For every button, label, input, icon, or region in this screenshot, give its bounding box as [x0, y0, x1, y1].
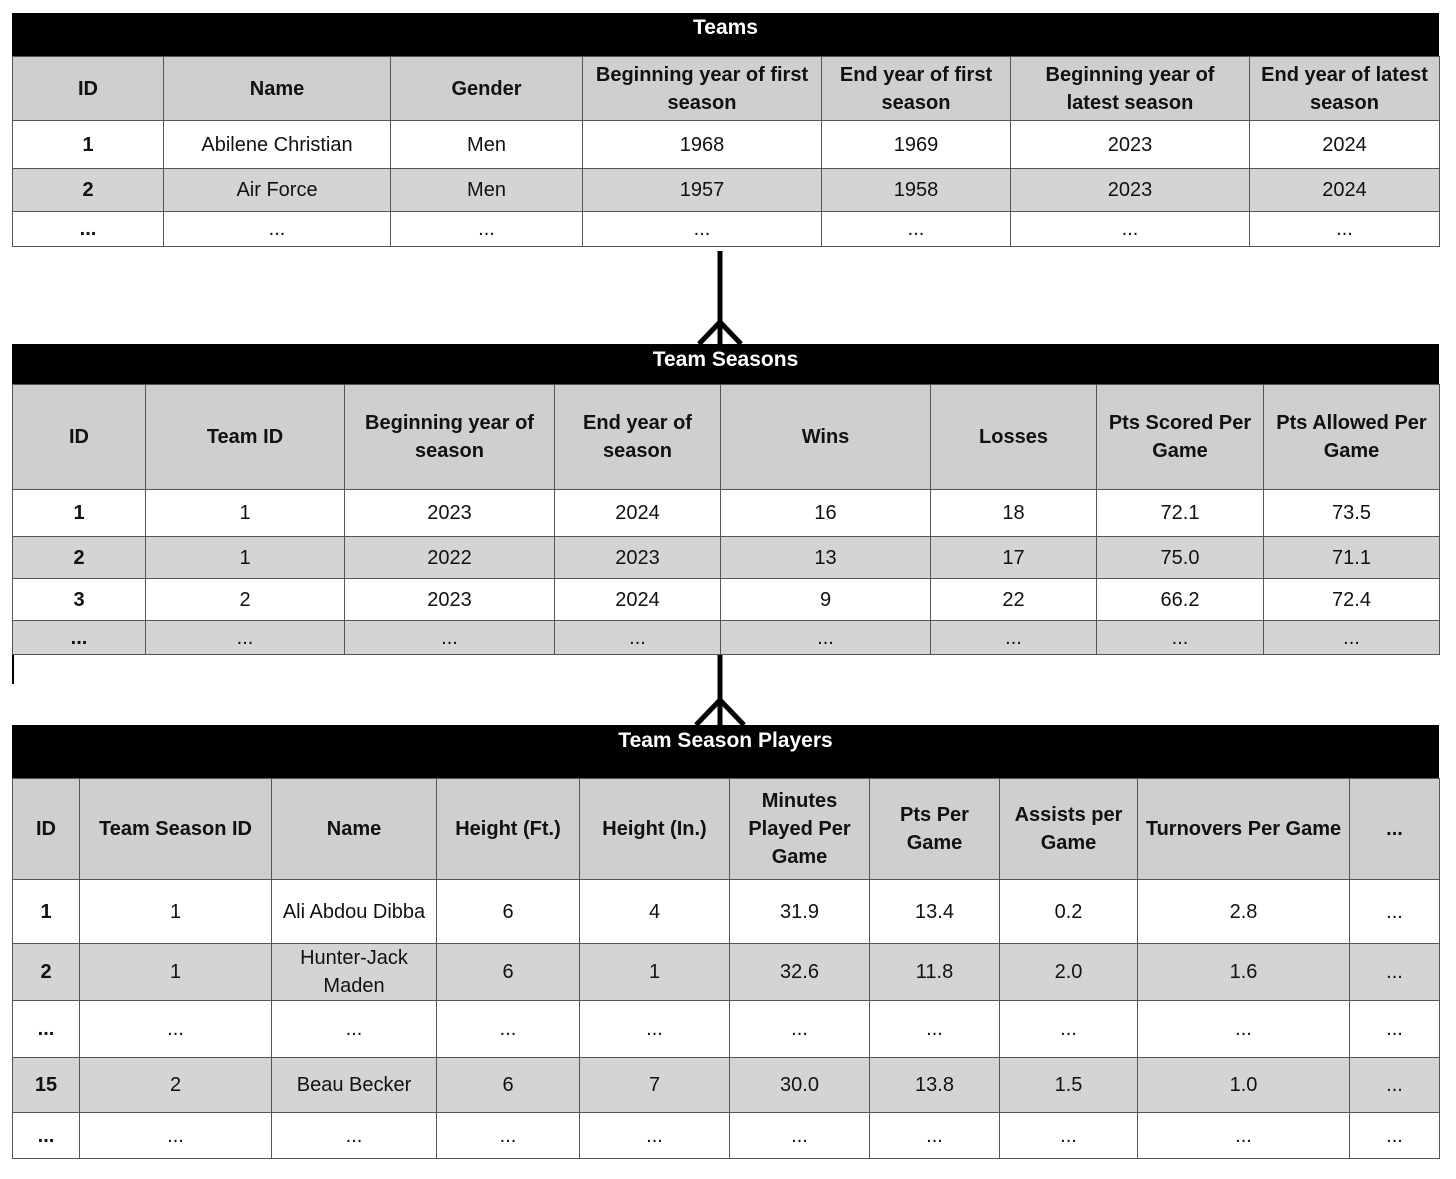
table-cell: ... — [345, 621, 555, 655]
table-cell: ... — [583, 212, 822, 247]
table-cell: Ali Abdou Dibba — [272, 880, 437, 944]
table-row — [13, 121, 1440, 169]
column-header: Name — [164, 57, 391, 121]
row-id-cell: ... — [13, 1113, 80, 1159]
table-cell: 32.6 — [730, 944, 870, 1001]
column-header: Height (In.) — [580, 779, 730, 880]
teams-grid — [12, 56, 1440, 247]
table-cell: ... — [1000, 1001, 1138, 1058]
table-cell: 1 — [146, 537, 345, 579]
row-id-cell: 15 — [13, 1058, 80, 1113]
table-cell: ... — [1350, 1058, 1440, 1113]
table-cell: 1.6 — [1138, 944, 1350, 1001]
table-cell: 2.0 — [1000, 944, 1138, 1001]
column-header: Beginning year of first season — [583, 57, 822, 121]
table-cell: 2.8 — [1138, 880, 1350, 944]
column-header: Wins — [721, 385, 931, 490]
table-cell: 2024 — [1250, 121, 1440, 169]
table-cell: ... — [1350, 1001, 1440, 1058]
table-row — [13, 880, 1440, 944]
table-row — [13, 212, 1440, 247]
table-cell: ... — [931, 621, 1097, 655]
table-row — [13, 169, 1440, 212]
table-cell: 2023 — [1011, 121, 1250, 169]
column-header: Minutes Played Per Game — [730, 779, 870, 880]
table-cell: 6 — [437, 1058, 580, 1113]
table-cell: ... — [580, 1113, 730, 1159]
team-season-players-table-title: Team Season Players — [12, 725, 1439, 778]
table-cell: 22 — [931, 579, 1097, 621]
table-cell: 73.5 — [1264, 490, 1440, 537]
table-cell: ... — [272, 1001, 437, 1058]
row-id-cell: 2 — [13, 537, 146, 579]
table-cell: ... — [870, 1001, 1000, 1058]
table-cell: 11.8 — [870, 944, 1000, 1001]
column-header: ID — [13, 779, 80, 880]
table-cell: ... — [721, 621, 931, 655]
table-cell: 17 — [931, 537, 1097, 579]
table-row — [13, 537, 1440, 579]
column-header: Pts Allowed Per Game — [1264, 385, 1440, 490]
table-cell: 2 — [80, 1058, 272, 1113]
row-id-cell: 1 — [13, 490, 146, 537]
table-cell: 2 — [146, 579, 345, 621]
row-id-cell: ... — [13, 1001, 80, 1058]
table-cell: 1969 — [822, 121, 1011, 169]
table-cell: Beau Becker — [272, 1058, 437, 1113]
table-cell: 2024 — [555, 579, 721, 621]
row-id-cell: 1 — [13, 121, 164, 169]
table-cell: 30.0 — [730, 1058, 870, 1113]
table-cell: ... — [1350, 1113, 1440, 1159]
table-cell: 6 — [437, 880, 580, 944]
column-header: Pts Scored Per Game — [1097, 385, 1264, 490]
table-row — [13, 490, 1440, 537]
table-cell: Men — [391, 169, 583, 212]
table-cell: 13 — [721, 537, 931, 579]
column-header: Beginning year of season — [345, 385, 555, 490]
table-cell: 0.2 — [1000, 880, 1138, 944]
table-cell: 31.9 — [730, 880, 870, 944]
table-cell: 1968 — [583, 121, 822, 169]
column-header: ... — [1350, 779, 1440, 880]
row-id-cell: 2 — [13, 169, 164, 212]
table-cell: ... — [870, 1113, 1000, 1159]
table-cell: 2023 — [345, 490, 555, 537]
table-cell: ... — [730, 1113, 870, 1159]
column-header: ID — [13, 385, 146, 490]
table-cell: ... — [1138, 1113, 1350, 1159]
table-row — [13, 1113, 1440, 1159]
table-cell: 1.0 — [1138, 1058, 1350, 1113]
table-cell: 1958 — [822, 169, 1011, 212]
table-cell: 72.1 — [1097, 490, 1264, 537]
table-cell: Men — [391, 121, 583, 169]
column-header: Gender — [391, 57, 583, 121]
table-cell: ... — [730, 1001, 870, 1058]
table-cell: 75.0 — [1097, 537, 1264, 579]
table-cell: ... — [822, 212, 1011, 247]
table-cell: ... — [437, 1113, 580, 1159]
table-cell: 13.4 — [870, 880, 1000, 944]
table-cell: ... — [1264, 621, 1440, 655]
table-cell: ... — [1000, 1113, 1138, 1159]
table-cell: 7 — [580, 1058, 730, 1113]
column-header: Assists per Game — [1000, 779, 1138, 880]
table-cell: 2022 — [345, 537, 555, 579]
table-cell: ... — [1138, 1001, 1350, 1058]
column-header: Team Season ID — [80, 779, 272, 880]
table-cell: 13.8 — [870, 1058, 1000, 1113]
table-cell: ... — [272, 1113, 437, 1159]
table-cell: 2023 — [345, 579, 555, 621]
column-header: Name — [272, 779, 437, 880]
table-cell: ... — [580, 1001, 730, 1058]
table-cell: ... — [1097, 621, 1264, 655]
column-header: End year of first season — [822, 57, 1011, 121]
team-season-players-grid — [12, 778, 1440, 1159]
teams-to-seasons-connector — [699, 251, 741, 344]
seasons-to-players-connector — [696, 655, 744, 725]
table-cell: ... — [146, 621, 345, 655]
table-cell: ... — [1011, 212, 1250, 247]
table-cell: 4 — [580, 880, 730, 944]
table-cell: 2024 — [1250, 169, 1440, 212]
table-cell: ... — [80, 1113, 272, 1159]
table-cell: Abilene Christian — [164, 121, 391, 169]
row-id-cell: 1 — [13, 880, 80, 944]
table-row — [13, 1058, 1440, 1113]
table-cell: 2023 — [555, 537, 721, 579]
table-row — [13, 944, 1440, 1001]
column-header: Team ID — [146, 385, 345, 490]
column-header: Pts Per Game — [870, 779, 1000, 880]
table-cell: ... — [391, 212, 583, 247]
table-cell: 1 — [80, 880, 272, 944]
row-id-cell: 2 — [13, 944, 80, 1001]
table-cell: 2024 — [555, 490, 721, 537]
table-cell: 72.4 — [1264, 579, 1440, 621]
team-seasons-grid — [12, 384, 1440, 655]
table-cell: ... — [80, 1001, 272, 1058]
table-cell: ... — [555, 621, 721, 655]
table-row — [13, 621, 1440, 655]
table-cell: 1 — [146, 490, 345, 537]
table-cell: ... — [1350, 880, 1440, 944]
teams-table-title: Teams — [12, 13, 1439, 56]
column-header: Height (Ft.) — [437, 779, 580, 880]
team-season-players-table — [12, 725, 1439, 1159]
table-cell: 2023 — [1011, 169, 1250, 212]
table-cell: 18 — [931, 490, 1097, 537]
table-cell: 9 — [721, 579, 931, 621]
column-header: ID — [13, 57, 164, 121]
column-header: Turnovers Per Game — [1138, 779, 1350, 880]
table-cell: ... — [164, 212, 391, 247]
table-cell: 1.5 — [1000, 1058, 1138, 1113]
table-cell: ... — [1350, 944, 1440, 1001]
table-cell: Air Force — [164, 169, 391, 212]
column-header: Beginning year of latest season — [1011, 57, 1250, 121]
table-cell: ... — [437, 1001, 580, 1058]
table-cell: 1957 — [583, 169, 822, 212]
table-cell: 1 — [580, 944, 730, 1001]
column-header: End year of season — [555, 385, 721, 490]
table-row — [13, 579, 1440, 621]
table-cell: ... — [1250, 212, 1440, 247]
row-id-cell: 3 — [13, 579, 146, 621]
column-header: End year of latest season — [1250, 57, 1440, 121]
table-cell: 16 — [721, 490, 931, 537]
table-cell: 1 — [80, 944, 272, 1001]
row-id-cell: ... — [13, 212, 164, 247]
team-seasons-table-title: Team Seasons — [12, 344, 1439, 384]
row-id-cell: ... — [13, 621, 146, 655]
table-cell: 6 — [437, 944, 580, 1001]
team-seasons-table — [12, 344, 1439, 655]
table-cell: Hunter-Jack Maden — [272, 944, 437, 1001]
table-row — [13, 1001, 1440, 1058]
column-header: Losses — [931, 385, 1097, 490]
table-cell: 66.2 — [1097, 579, 1264, 621]
teams-table — [12, 13, 1439, 247]
table-cell: 71.1 — [1264, 537, 1440, 579]
